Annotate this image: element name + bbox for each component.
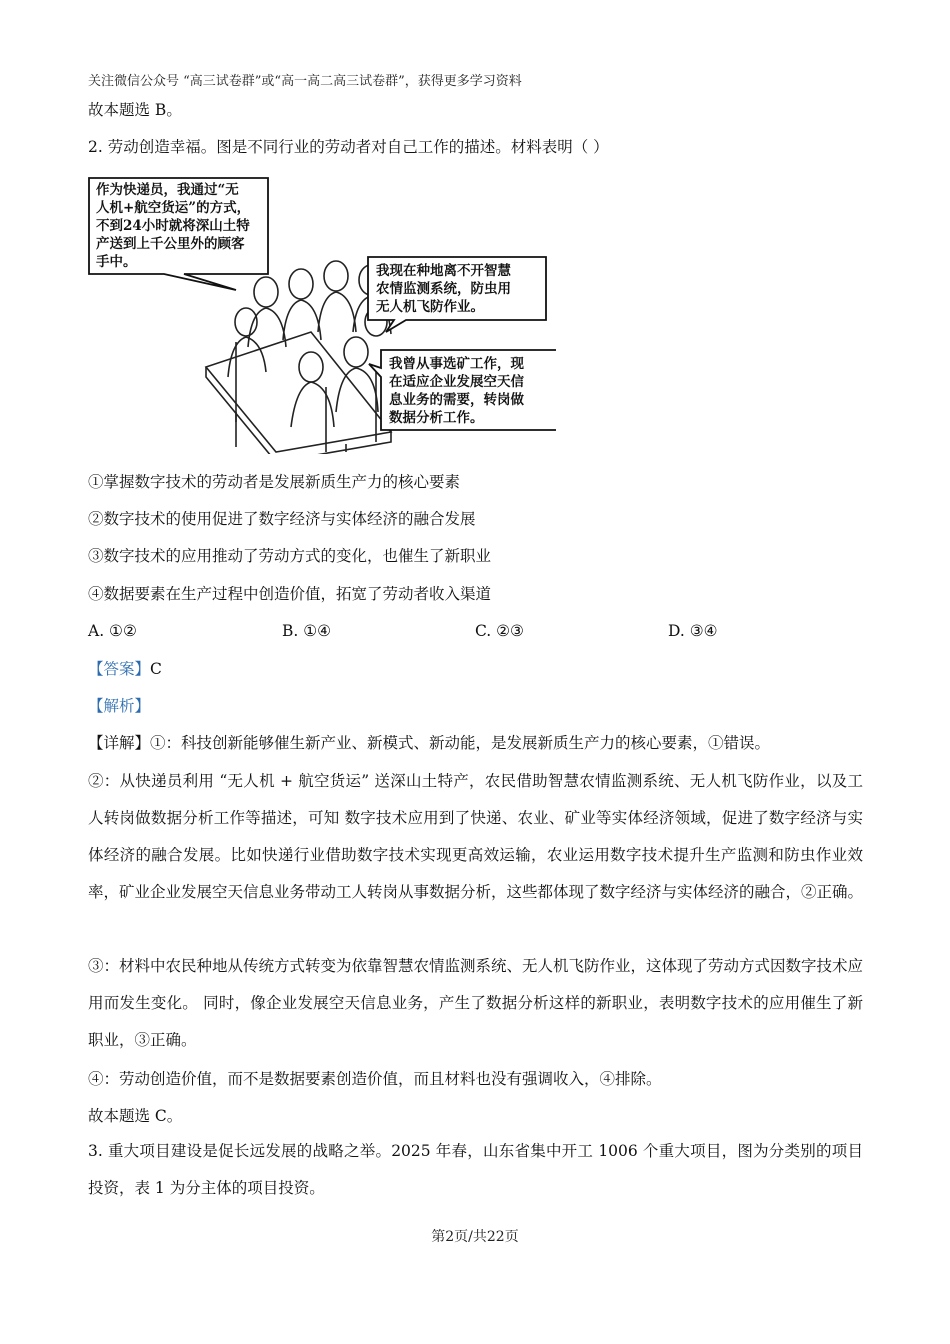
- statement-2: ②数字技术的使用促进了数字经济与实体经济的融合发展: [88, 510, 476, 528]
- analysis-label: 【解析】: [88, 697, 151, 715]
- bubble-miner-line: 息业务的需要，转岗做: [389, 392, 524, 408]
- answer-line: [88, 659, 162, 679]
- statement-1: ①掌握数字技术的劳动者是发展新质生产力的核心要素: [88, 473, 461, 491]
- bubble-miner-line: 我曾从事选矿工作，现: [389, 356, 524, 372]
- bubble-courier-line: 不到24小时就将深山土特: [96, 218, 250, 234]
- detail-1: [88, 733, 770, 753]
- bubble-courier-line: 手中。: [96, 254, 137, 270]
- bubble-miner-line: 数据分析工作。: [389, 410, 484, 426]
- prev-conclusion: 故本题选 B。: [88, 101, 182, 119]
- question-2-stem: 2. 劳动创造幸福。图是不同行业的劳动者对自己工作的描述。材料表明（ ）: [88, 138, 609, 156]
- option-a: A. ①②: [88, 622, 137, 640]
- speech-bubble-courier: [89, 178, 268, 290]
- option-b: B. ①④: [282, 622, 332, 640]
- answer-label: 【答案】: [88, 660, 151, 678]
- detail-1-text: ①：科技创新能够催生新产业、新模式、新动能，是发展新质生产力的核心要素，①错误。: [150, 734, 771, 752]
- option-c: C. ②③: [475, 622, 524, 640]
- workers-figure: [86, 172, 556, 454]
- statement-4: ④数据要素在生产过程中创造价值，拓宽了劳动者收入渠道: [88, 585, 492, 603]
- bubble-courier-line: 产送到上千公里外的顾客: [96, 236, 245, 252]
- bubble-courier-line: 作为快递员，我通过“无: [96, 182, 239, 198]
- detail-label: 【详解】: [88, 734, 151, 752]
- question-2-conclusion: 故本题选 C。: [88, 1107, 183, 1125]
- bubble-farmer-line: 农情监测系统，防虫用: [376, 281, 511, 297]
- page-number: 第2页/共22页: [431, 1229, 519, 1245]
- speech-bubble-farmer: [368, 257, 546, 332]
- option-d: D. ③④: [668, 622, 718, 640]
- statement-3: ③数字技术的应用推动了劳动方式的变化，也催生了新职业: [88, 547, 492, 565]
- detail-4: ④：劳动创造价值，而不是数据要素创造价值，而且材料也没有强调收入，④排除。: [88, 1070, 662, 1088]
- question-3-stem: 3. 重大项目建设是促长远发展的战略之举。2025 年春，山东省集中开工 1006 个重大项目，图为分类别的项目投资，表 1 为分主体的项目投资。: [88, 1142, 863, 1197]
- bubble-farmer-line: 无人机飞防作业。: [376, 299, 484, 315]
- speech-bubble-miner: [369, 350, 556, 430]
- bubble-farmer-line: 我现在种地离不开智慧: [376, 263, 511, 279]
- header-note: 关注微信公众号 “高三试卷群”或“高一高二高三试卷群”，获得更多学习资料: [88, 74, 522, 89]
- bubble-courier-line: 人机+航空货运”的方式，: [96, 200, 251, 216]
- answer-value: C: [150, 660, 162, 678]
- bubble-miner-line: 在适应企业发展空天信: [389, 374, 524, 390]
- detail-3: ③：材料中农民种地从传统方式转变为依靠智慧农情监测系统、无人机飞防作业，这体现了劳动方式因数字技术应用而发生变化。 同时，像企业发展空天信息业务，产生了数据分析这样的新职业，表明数字技术的应用催生了新职业，③正确。: [88, 957, 864, 1049]
- detail-2: ②：从快递员利用 “无人机 + 航空货运” 送深山土特产，农民借助智慧农情监测系统、无人机飞防作业，以及工人转岗做数据分析工作等描述，可知 数字技术应用到了快递、农业、矿业等实体经济领域，促进了数字经济与实体经济的融合发展。比如快递行业借助数字技术实现更高效运输，农业运用数字技术提升生产监测和防虫作业效率，矿业企业发展空天信息业务带动工人转岗从事数据分析，这些都体现了数字经济与实体经济的融合，②正确。: [88, 772, 864, 901]
